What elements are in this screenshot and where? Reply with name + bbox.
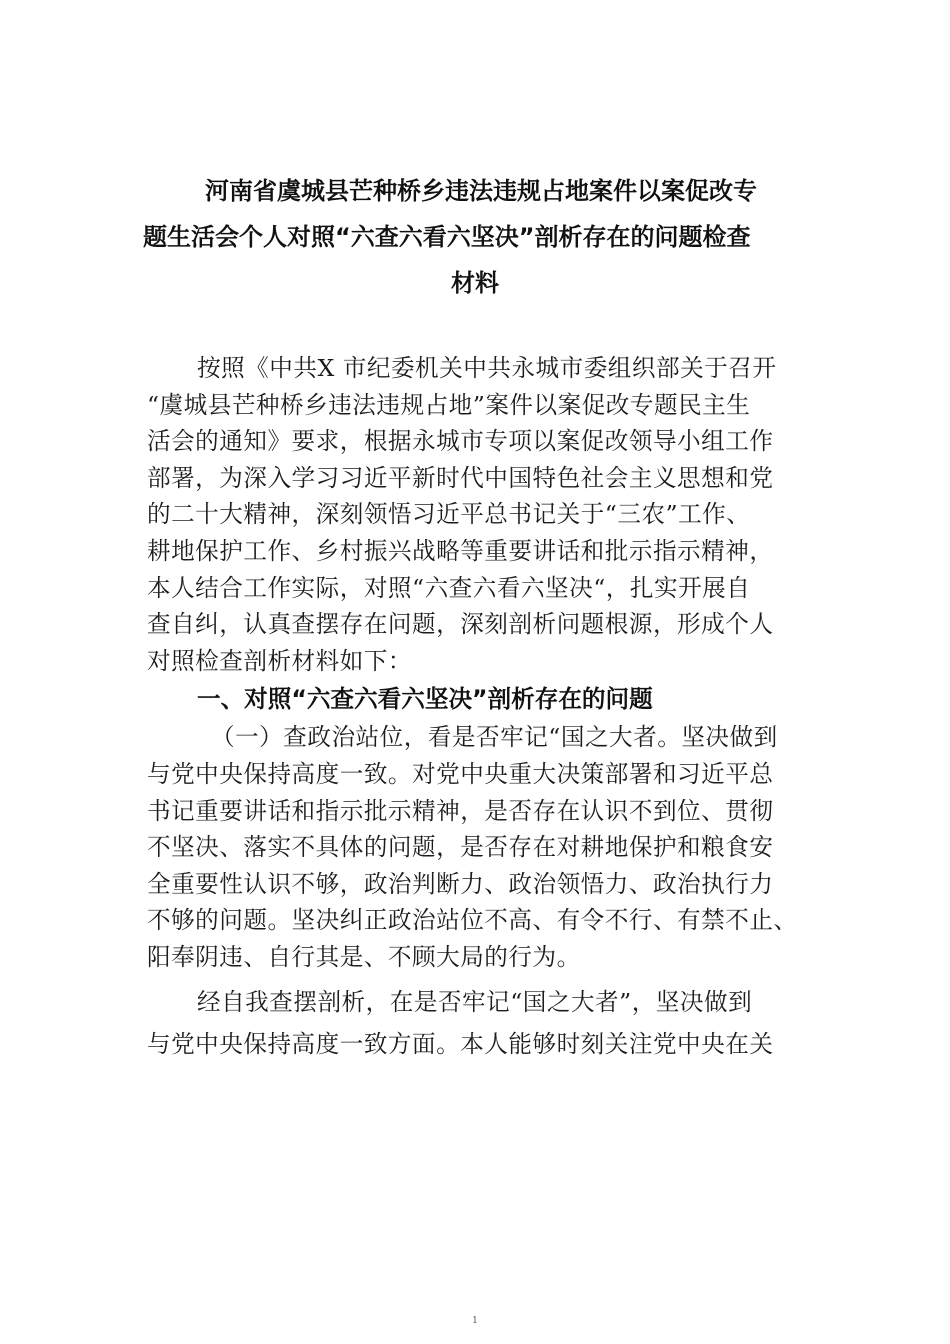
intro-paragraph <box>147 350 815 679</box>
body-line: 对照检查剖析材料如下： <box>147 646 413 675</box>
title-line: 河南省虞城县芒种桥乡违法违规占地案件以案促改专 <box>205 177 757 205</box>
body-line: 不坚决、落实不具体的问题，是否存在对耕地保护和粮食安 <box>147 833 774 862</box>
title-line: 题生活会个人对照“六查六看六坚决”剖析存在的问题检查 <box>143 223 751 251</box>
paragraph-spacer <box>147 976 815 984</box>
body-line: 活会的通知》要求，根据永城市专项以案促改领导小组工作 <box>147 427 774 456</box>
body-line: 部署，为深入学习习近平新时代中国特色社会主义思想和党 <box>147 463 774 492</box>
body-line: 按照《中共X 市纪委机关中共永城市委组织部关于召开 <box>197 354 777 382</box>
analysis-paragraph <box>147 984 815 1063</box>
body-line: 书记重要讲话和指示批示精神，是否存在认识不到位、贯彻 <box>147 796 774 825</box>
section-heading: 一、对照“六查六看六坚决”剖析存在的问题 <box>197 685 653 714</box>
body-line: 经自我查摆剖析，在是否牢记“国之大者”，坚决做到 <box>197 987 753 1016</box>
body-line: 查自纠，认真查摆存在问题，深刻剖析问题根源，形成个人 <box>147 610 774 639</box>
body-line: 的二十大精神，深刻领悟习近平总书记关于“三农”工作、 <box>147 500 751 529</box>
body-line: 不够的问题。坚决纠正政治站位不高、有令不行、有禁不止、 <box>147 906 798 935</box>
subsection-paragraph <box>147 719 815 975</box>
body-line: 与党中央保持高度一致方面。本人能够时刻关注党中央在关 <box>147 1030 774 1059</box>
title-line: 材料 <box>451 269 499 297</box>
body-line: 与党中央保持高度一致。对党中央重大决策部署和习近平总 <box>147 759 774 788</box>
body-line: 耕地保护工作、乡村振兴战略等重要讲话和批示指示精神， <box>147 536 774 565</box>
page-number: 1 <box>472 1316 478 1326</box>
body-line: 全重要性认识不够，政治判断力、政治领悟力、政治执行力 <box>147 869 774 898</box>
document-title <box>143 168 807 306</box>
body-line: 本人结合工作实际，对照“六查六看六坚决“，扎实开展自 <box>147 573 751 602</box>
body-line: “虞城县芒种桥乡违法违规占地”案件以案促改专题民主生 <box>147 390 751 419</box>
document-body <box>147 350 815 1063</box>
body-line: （一）查政治站位，看是否牢记“国之大者。坚决做到 <box>211 723 778 752</box>
body-line: 阳奉阴违、自行其是、不顾大局的行为。 <box>147 942 581 971</box>
